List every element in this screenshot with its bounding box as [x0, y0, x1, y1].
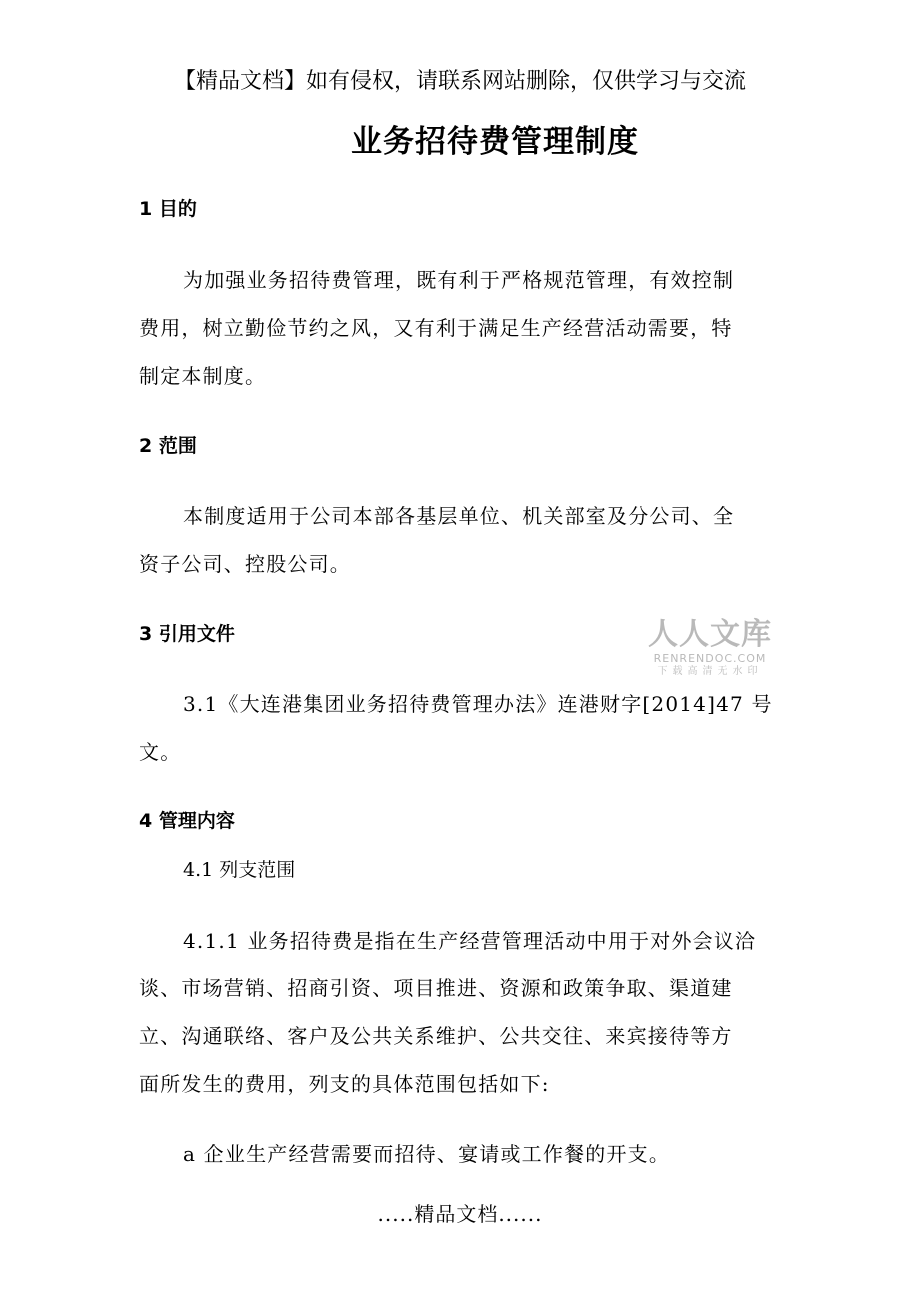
paragraph-line: 制定本制度。	[139, 364, 267, 388]
paragraph-line: 谈、市场营销、招商引资、项目推进、资源和政策争取、渠道建	[139, 976, 733, 1000]
paragraph-line: 资子公司、控股公司。	[139, 552, 351, 576]
page-footer: .....精品文档......	[377, 1202, 543, 1226]
paragraph-line: 文。	[139, 740, 182, 764]
paragraph-line: 本制度适用于公司本部各基层单位、机关部室及分公司、全	[183, 504, 735, 528]
document-title: 业务招待费管理制度	[351, 124, 639, 160]
watermark-domain: RENRENDOC.COM	[653, 652, 767, 665]
watermark-title: 人人文库	[648, 617, 772, 652]
watermark	[646, 618, 774, 678]
paragraph-line: 4.1.1 业务招待费是指在生产经营管理活动中用于对外会议洽	[183, 929, 757, 953]
page-header: 【精品文档】如有侵权，请联系网站删除，仅供学习与交流	[173, 69, 746, 94]
paragraph-line: 费用，树立勤俭节约之风，又有利于满足生产经营活动需要，特	[139, 316, 733, 340]
section-heading-scope: 2 范围	[139, 435, 197, 457]
paragraph-line: 立、沟通联络、客户及公共关系维护、公共交往、来宾接待等方	[139, 1024, 733, 1048]
paragraph-line: 为加强业务招待费管理，既有利于严格规范管理，有效控制	[183, 268, 735, 292]
section-heading-purpose: 1 目的	[139, 198, 197, 220]
paragraph-line: 面所发生的费用，列支的具体范围包括如下:	[139, 1072, 550, 1096]
section-heading-management: 4 管理内容	[139, 810, 235, 832]
paragraph-line: 3.1《大连港集团业务招待费管理办法》连港财字[2014]47 号	[183, 692, 773, 716]
subsection-heading: 4.1 列支范围	[183, 859, 296, 881]
list-item-a: a 企业生产经营需要而招待、宴请或工作餐的开支。	[183, 1142, 671, 1166]
section-heading-references: 3 引用文件	[139, 623, 235, 645]
watermark-slogan: 下载高清无水印	[657, 666, 763, 677]
